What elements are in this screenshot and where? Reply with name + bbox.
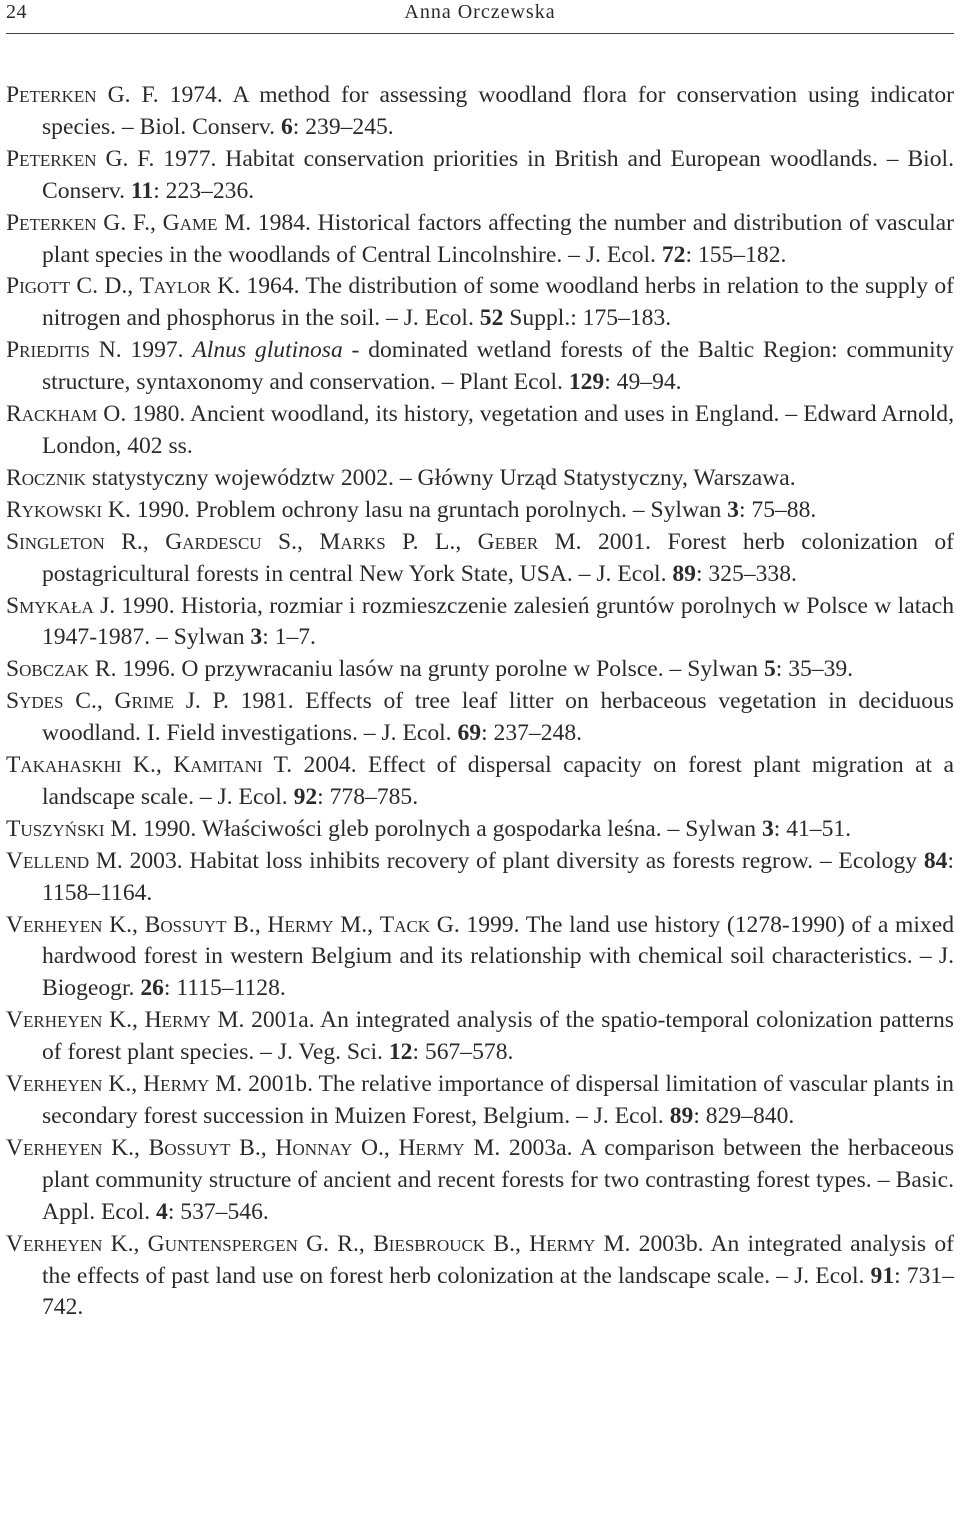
ref-author: Peterken: [6, 82, 97, 108]
ref-text: M. 2001a. An integrated analysis of the spatio-temporal colonization patterns of forest plant species. – J. Veg. Sci.: [42, 1007, 954, 1066]
ref-pages: : 223–236.: [153, 177, 255, 204]
running-head-author: Anna Orczewska: [404, 1, 556, 23]
ref-pages: : 325–338.: [695, 560, 797, 587]
ref-pages: : 731–742.: [42, 1262, 954, 1321]
ref-text: K. 1990. Problem ochrony lasu na gruntach porolnych. – Sylwan: [102, 496, 728, 523]
ref-author: Verheyen: [6, 1230, 103, 1257]
ref-separator: R.,: [104, 528, 166, 555]
reference-entry: [6, 271, 954, 335]
ref-coauthor: Honnay: [275, 1134, 353, 1161]
ref-separator: K.,: [102, 1071, 144, 1098]
ref-volume: 12: [388, 1039, 413, 1066]
reference-entry: [6, 846, 954, 910]
ref-volume: 11: [130, 177, 154, 204]
reference-entry: [6, 208, 954, 272]
ref-separator: B.,: [230, 1134, 276, 1161]
reference-entry: [6, 399, 954, 463]
ref-text: - dominated wetland forests of the Baltic Region: community structure, syntaxonomy and conservation. – Plant Ecol.: [42, 337, 954, 396]
ref-coauthor: Hermy: [144, 1007, 211, 1034]
ref-pages: : 35–39.: [775, 656, 854, 683]
ref-text: J. P. 1981. Effects of tree leaf litter on herbaceous vegetation in deciduous woodland. I. Field investigations. – J. Ecol.: [42, 688, 954, 747]
page-number: 24: [6, 1, 27, 23]
ref-separator: C.,: [63, 688, 115, 715]
ref-author: Rykowski: [6, 496, 103, 523]
ref-coauthor: Geber: [477, 528, 539, 555]
ref-volume: 69: [457, 720, 482, 747]
ref-separator: K.,: [121, 752, 174, 779]
ref-species-name: Alnus glutinosa: [192, 337, 343, 364]
ref-volume: 91: [870, 1262, 895, 1289]
ref-author: Sobczak: [6, 656, 90, 683]
reference-entry: [6, 1229, 954, 1325]
ref-separator: G. F.,: [96, 209, 163, 236]
ref-coauthor: Taylor: [139, 273, 211, 300]
ref-pages: : 75–88.: [738, 496, 817, 523]
ref-separator: C. D.,: [70, 273, 140, 300]
reference-entry: [6, 144, 954, 208]
ref-coauthor: Guntenspergen: [147, 1230, 298, 1257]
page-header: [0, 0, 960, 26]
ref-pages: : 537–546.: [167, 1198, 269, 1225]
ref-separator: M.,: [333, 911, 380, 938]
ref-text: R. 1996. O przywracaniu lasów na grunty porolne w Polsce. – Sylwan: [89, 656, 764, 683]
reference-entry: [6, 1069, 954, 1133]
ref-pages: : 239–245.: [292, 113, 394, 140]
ref-volume: 52: [479, 305, 504, 332]
reference-entry: [6, 750, 954, 814]
ref-text: G. 1999. The land use history (1278-1990) of a mixed hardwood forest in western Belgium and its relationship with chemical soil characteristics. – J. Biogeogr.: [42, 911, 954, 1002]
ref-pages: : 829–840.: [693, 1103, 795, 1129]
ref-author: Rocznik: [6, 464, 86, 491]
reference-entry: [6, 335, 954, 399]
ref-text: M. 2001. Forest herb colonization of postagricultural forests in central New York State, USA. – J. Ecol.: [42, 528, 954, 587]
ref-volume: 26: [140, 975, 164, 1002]
ref-separator: K.,: [102, 911, 145, 938]
ref-author: Rackham: [6, 401, 98, 428]
ref-author: Sydes: [6, 688, 64, 715]
ref-author: Verheyen: [6, 1007, 103, 1034]
ref-volume: 129: [568, 369, 605, 396]
reference-entry: [6, 1133, 954, 1229]
ref-pages: : 1115–1128.: [163, 975, 286, 1002]
ref-volume: 6: [280, 113, 293, 140]
ref-separator: B.,: [226, 911, 268, 938]
ref-text: T. 2004. Effect of dispersal capacity on forest plant migration at a landscape scale. – J. Ecol.: [42, 752, 954, 810]
ref-text: M. 2003a. A comparison between the herbaceous plant community structure of ancient and recent forests for two contrasting forest types. – Basic. Appl. Ecol.: [42, 1134, 955, 1225]
reference-entry: [6, 591, 954, 655]
ref-volume: 89: [669, 1103, 694, 1129]
ref-author: Singleton: [6, 528, 105, 555]
ref-text: M. 1984. Historical factors affecting the number and distribution of vascular plant species in the woodlands of Central Lincolnshire. – J. Ecol.: [42, 209, 954, 268]
ref-text: statystyczny województw 2002. – Główny Urząd Statystyczny, Warszawa.: [85, 464, 796, 491]
ref-coauthor: Bossuyt: [148, 1134, 231, 1161]
ref-pages: : 237–248.: [481, 720, 583, 747]
ref-separator: K.,: [102, 1007, 145, 1034]
ref-author: Peterken: [6, 209, 97, 236]
ref-pages: : 778–785.: [317, 783, 419, 810]
reference-entry: [6, 814, 954, 846]
ref-author: Smykała: [6, 592, 94, 619]
ref-text: G. F. 1974. A method for assessing woodland flora for conservation using indicator species. – Biol. Conserv.: [42, 82, 954, 140]
ref-coauthor: Hermy: [529, 1230, 596, 1257]
ref-volume: 3: [250, 624, 263, 651]
ref-coauthor: Gardescu: [165, 528, 262, 555]
ref-text: J. 1990. Historia, rozmiar i rozmieszczenie zalesień gruntów porolnych w Polsce w latach 1947-1987. – Sylwan: [42, 592, 954, 651]
reference-entry: [6, 910, 954, 1006]
ref-pages: : 49–94.: [604, 369, 682, 396]
ref-volume: 92: [293, 783, 318, 810]
ref-volume: 3: [761, 815, 774, 842]
ref-volume: 3: [727, 496, 739, 523]
ref-author: Prieditis: [6, 337, 90, 364]
ref-text: O. 1980. Ancient woodland, its history, vegetation and uses in England. – Edward Arnold, London, 402 ss.: [42, 401, 954, 459]
ref-coauthor: Hermy: [398, 1134, 465, 1161]
ref-coauthor: Hermy: [267, 911, 334, 938]
ref-coauthor: Bossuyt: [144, 911, 227, 938]
ref-text: M. 1990. Właściwości gleb porolnych a gospodarka leśna. – Sylwan: [104, 815, 762, 842]
ref-volume: 89: [672, 560, 696, 587]
ref-separator: P. L.,: [385, 528, 478, 555]
ref-coauthor: Biesbrouck: [373, 1230, 486, 1257]
reference-entry: [6, 80, 954, 144]
ref-volume: 72: [661, 241, 686, 268]
ref-volume: 84: [923, 847, 948, 874]
ref-separator: O.,: [352, 1134, 399, 1161]
ref-author: Tuszyński: [6, 815, 105, 842]
ref-pages: : 1158–1164.: [42, 847, 954, 906]
reference-entry: [6, 527, 954, 591]
reference-entry: [6, 1005, 954, 1069]
ref-pages: : 1–7.: [262, 624, 316, 651]
ref-separator: G. R.,: [297, 1230, 374, 1257]
ref-separator: S.,: [261, 528, 320, 555]
ref-text: K. 1964. The distribution of some woodland herbs in relation to the supply of nitrogen and phosphorus in the soil. – J. Ecol.: [42, 273, 954, 332]
ref-separator: B.,: [485, 1230, 530, 1257]
ref-author: Verheyen: [6, 1071, 103, 1098]
ref-author: Verheyen: [6, 911, 103, 938]
ref-text: M. 2003b. An integrated analysis of the effects of past land use on forest herb colonization at the landscape scale. – J. Ecol.: [42, 1230, 954, 1289]
ref-separator: K.,: [102, 1134, 149, 1161]
ref-author: Vellend: [6, 847, 90, 874]
reference-entry: [6, 495, 954, 527]
reference-list: [6, 80, 954, 1324]
ref-text: G. F. 1977. Habitat conservation priorities in British and European woodlands. – Biol. Conserv.: [42, 145, 954, 204]
ref-coauthor: Hermy: [143, 1071, 210, 1098]
ref-separator: K.,: [102, 1230, 148, 1257]
ref-author: Pigott: [6, 273, 71, 300]
ref-pages: : 155–182.: [685, 241, 787, 268]
ref-author: Verheyen: [6, 1134, 103, 1161]
ref-coauthor: Kamitani: [173, 752, 263, 779]
ref-volume: 5: [763, 656, 776, 683]
header-rule: [6, 33, 954, 34]
ref-coauthor: Tack: [379, 911, 431, 938]
ref-text: M. 2001b. The relative importance of dispersal limitation of vascular plants in secondary forest succession in Muizen Forest, Belgium. – J. Ecol.: [42, 1071, 954, 1129]
ref-coauthor: Marks: [319, 528, 386, 555]
ref-pages: Suppl.: 175–183.: [503, 305, 672, 332]
ref-text: M. 2003. Habitat loss inhibits recovery of plant diversity as forests regrow. – Ecology: [89, 847, 924, 874]
reference-entry: [6, 686, 954, 750]
ref-coauthor: Game: [162, 209, 218, 236]
ref-pages: : 41–51.: [773, 815, 852, 842]
reference-entry: [6, 463, 954, 495]
ref-volume: 4: [156, 1198, 168, 1225]
ref-text: N. 1997.: [89, 337, 193, 364]
ref-author: Peterken: [6, 145, 97, 172]
ref-author: Takahaskhi: [6, 752, 122, 779]
ref-pages: : 567–578.: [412, 1039, 514, 1066]
ref-coauthor: Grime: [114, 688, 174, 715]
reference-entry: [6, 654, 954, 686]
